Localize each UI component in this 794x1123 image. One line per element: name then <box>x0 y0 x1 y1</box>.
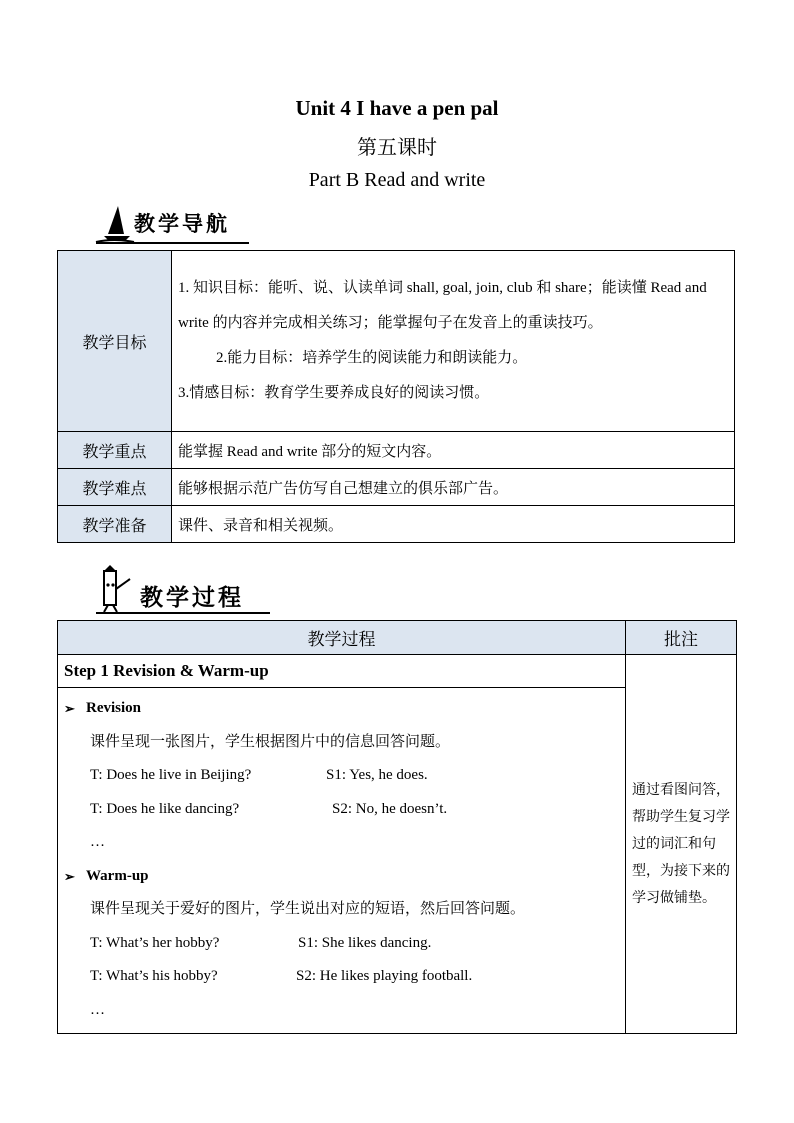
warmup-heading <box>64 860 619 894</box>
difficulties-text: 能够根据示范广告仿写自己想建立的俱乐部广告。 <box>172 469 735 506</box>
key-points-label: 教学重点 <box>58 432 172 469</box>
revision-dialog-1: T: Does he live in Beijing? S1: Yes, he does. <box>90 767 428 783</box>
unit-title: Unit 4 I have a pen pal <box>295 96 499 120</box>
goal-2: 2.能力目标：培养学生的阅读能力和朗读能力。 <box>216 350 528 366</box>
warmup-title: Warm-up <box>86 867 149 884</box>
warmup-dialog-2: T: What’s his hobby? S2: He likes playing football. <box>90 968 473 984</box>
preparation-label: 教学准备 <box>58 506 172 543</box>
revision-heading <box>64 692 619 726</box>
warmup-dialog-1: T: What’s her hobby? S1: She likes dancing. <box>90 934 432 951</box>
arrow-bullet-icon: ➢ <box>64 868 75 884</box>
step-1-heading: Step 1 Revision & Warm-up <box>58 655 626 688</box>
warmup-description: 课件呈现关于爱好的图片，学生说出对应的短语，然后回答问题。 <box>90 901 526 917</box>
difficulties-label: 教学难点 <box>58 469 172 506</box>
part-title: Part B Read and write <box>308 169 486 191</box>
lesson-number: 第五课时 <box>357 137 437 159</box>
process-column-header: 教学过程 <box>58 621 626 655</box>
goals-label: 教学目标 <box>58 251 172 432</box>
notes-column-header: 批注 <box>626 621 737 655</box>
teaching-guide-banner <box>94 200 254 246</box>
teaching-guide-table <box>57 250 735 543</box>
banner-label: 教学导航 <box>134 212 230 236</box>
goal-1: 1. 知识目标：能听、说、认读单词 shall, goal, join, club 和 share；能读懂 Read and write 的内容并完成相关练习；能掌握句子在发音上的重读技巧。 <box>178 280 707 331</box>
goal-3: 3.情感目标：教育学生要养成良好的阅读习惯。 <box>178 385 490 401</box>
arrow-bullet-icon: ➢ <box>64 701 75 716</box>
preparation-text: 课件、录音和相关视频。 <box>172 506 735 543</box>
step-1-body <box>58 688 626 1034</box>
revision-title: Revision <box>86 700 142 716</box>
teaching-process-table <box>57 620 737 1034</box>
revision-dialog-2: T: Does he like dancing? S2: No, he doesn’t. <box>90 800 448 817</box>
teaching-process-banner <box>94 565 274 615</box>
revision-description: 课件呈现一张图片，学生根据图片中的信息回答问题。 <box>90 733 451 750</box>
goals-content <box>172 251 735 432</box>
note-cell: 通过看图问答，帮助学生复习学过的词汇和句型，为接下来的学习做铺垫。 <box>626 655 737 1034</box>
banner-label: 教学过程 <box>140 585 244 611</box>
key-points-text: 能掌握 Read and write 部分的短文内容。 <box>172 432 735 469</box>
ellipsis: … <box>90 1001 105 1018</box>
ellipsis: … <box>90 834 105 850</box>
